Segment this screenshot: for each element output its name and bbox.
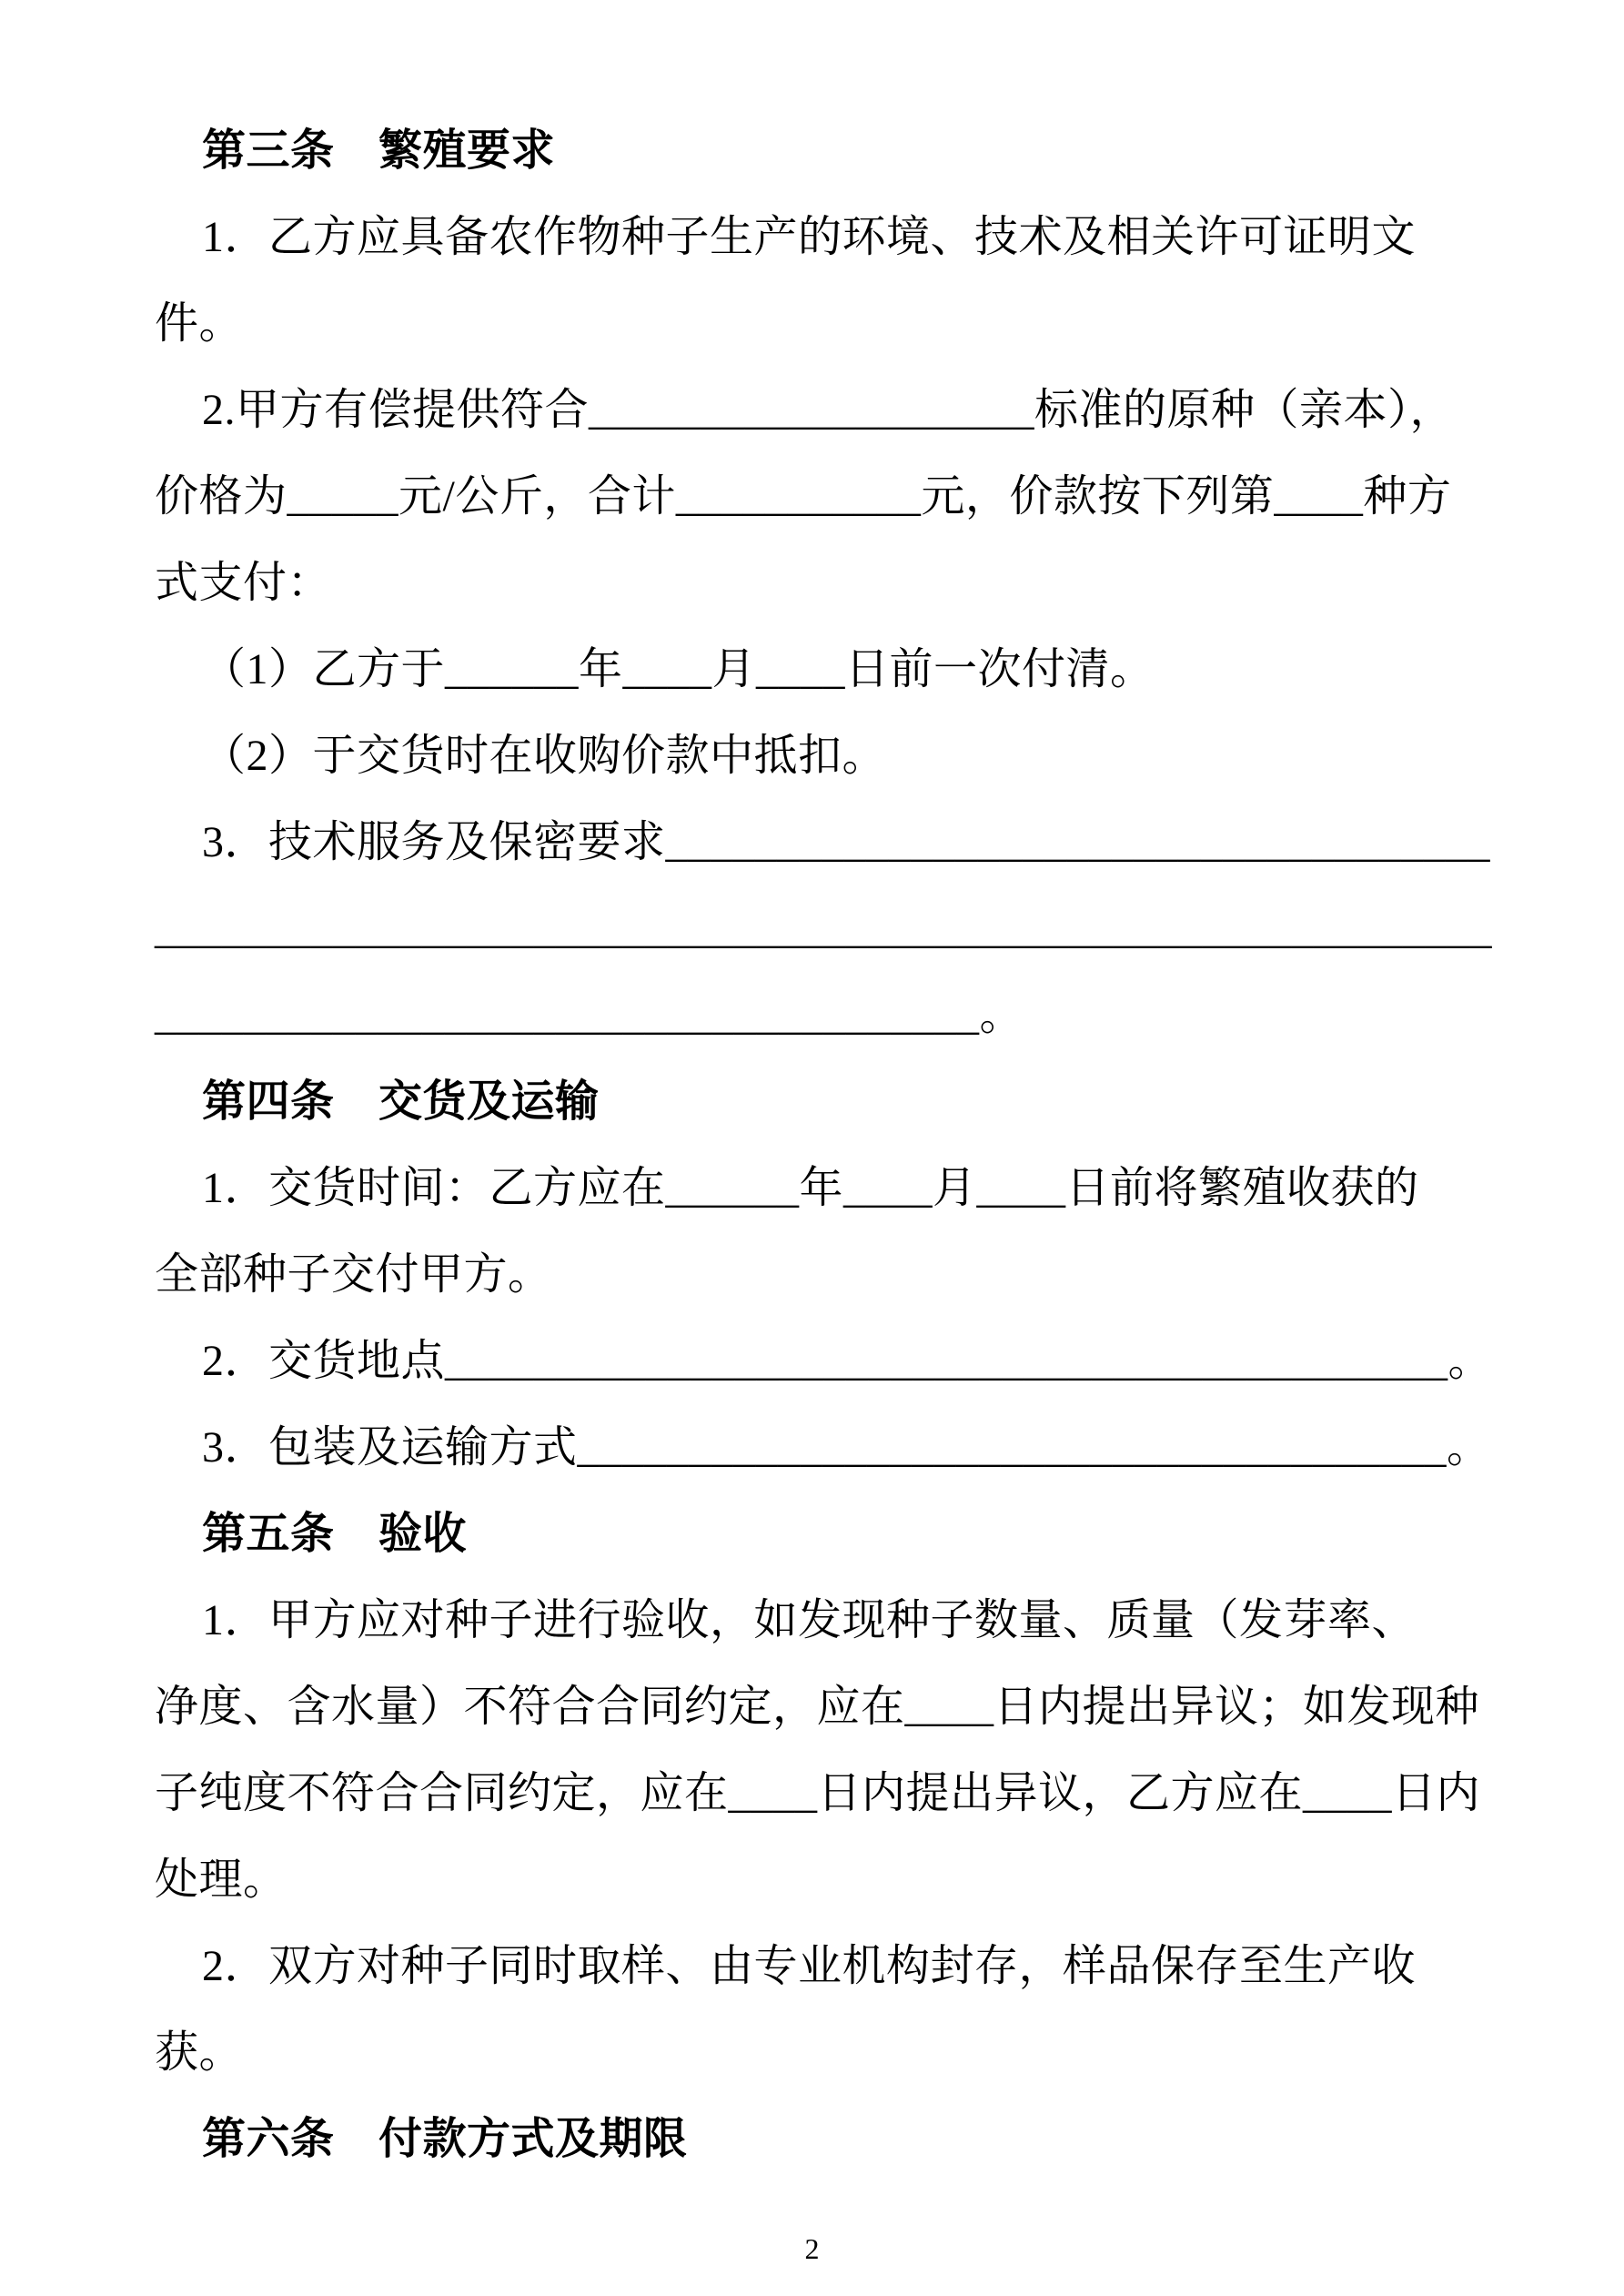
document-line: _____________________________________。 bbox=[155, 991, 1024, 1039]
document-line: 获。 bbox=[155, 2028, 244, 2077]
document-line: 3．技术服务及保密要求_____________________________________ bbox=[202, 818, 1491, 866]
document-line: 1．甲方应对种子进行验收，如发现种子数量、质量（发芽率、 bbox=[202, 1596, 1417, 1644]
section-heading: 第三条 繁殖要求 bbox=[202, 126, 556, 175]
document-line: 2．双方对种子同时取样、由专业机构封存，样品保存至生产收 bbox=[202, 1942, 1417, 1990]
document-line: 净度、含水量）不符合合同约定，应在____日内提出异议；如发现种 bbox=[155, 1683, 1480, 1731]
document-line: 2.甲方有偿提供符合____________________标准的原种（亲本）， bbox=[202, 386, 1455, 434]
section-heading: 第五条 验收 bbox=[202, 1510, 468, 1558]
document-line: （1）乙方于______年____月____日前一次付清。 bbox=[202, 645, 1155, 693]
document-line: 全部种子交付甲方。 bbox=[155, 1250, 552, 1299]
document-line: 处理。 bbox=[155, 1856, 287, 1904]
document-content bbox=[155, 107, 1493, 2182]
document-line: 件。 bbox=[155, 299, 244, 348]
section-heading: 第四条 交货及运输 bbox=[202, 1077, 600, 1126]
section-heading: 第六条 付款方式及期限 bbox=[202, 2115, 688, 2163]
document-line: 2．交货地点_____________________________________________。 bbox=[202, 1337, 1493, 1385]
document-line: ____________________________________________________________ bbox=[155, 905, 1492, 953]
document-line: 1．乙方应具备农作物种子生产的环境、技术及相关许可证明文 bbox=[202, 213, 1417, 261]
document-line: 式支付： bbox=[155, 559, 332, 607]
document-line: 子纯度不符合合同约定，应在____日内提出异议，乙方应在____日内 bbox=[155, 1769, 1481, 1817]
document-line: 1．交货时间：乙方应在______年____月____日前将繁殖收获的 bbox=[202, 1164, 1419, 1212]
page-number: 2 bbox=[804, 2232, 820, 2265]
document-line: （2）于交货时在收购价款中抵扣。 bbox=[202, 732, 887, 780]
document-line: 3．包装及运输方式_______________________________________。 bbox=[202, 1423, 1491, 1472]
document-line: 价格为_____元/公斤，合计___________元，价款按下列第____种方 bbox=[155, 472, 1452, 521]
